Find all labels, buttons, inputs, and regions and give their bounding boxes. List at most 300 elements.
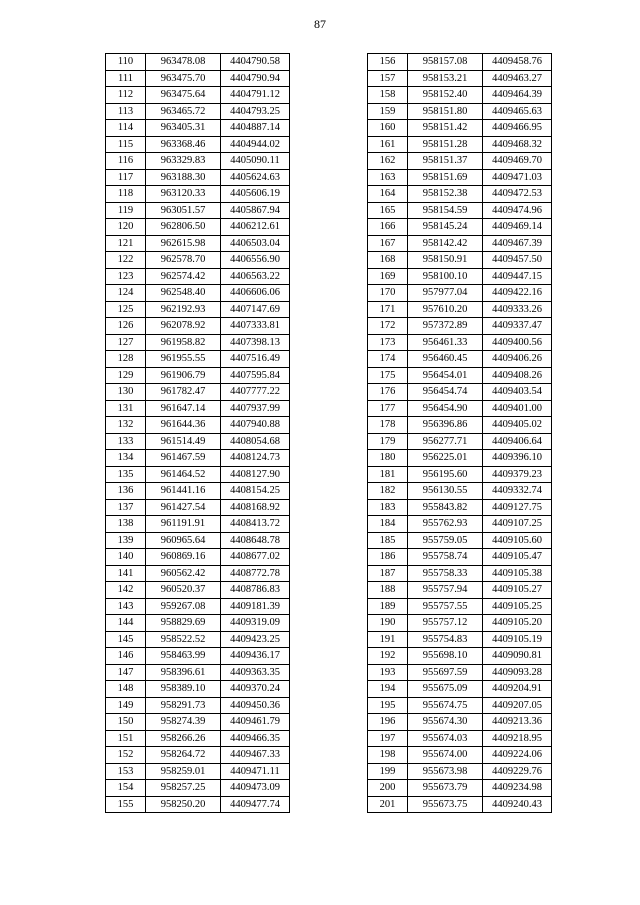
- table-row: [106, 763, 290, 780]
- point-number-cell: 134: [106, 450, 146, 467]
- table-row: [368, 730, 552, 747]
- table-row: [106, 730, 290, 747]
- point-number-cell: 199: [368, 763, 408, 780]
- y-coordinate-cell: 4409458.76: [483, 54, 552, 71]
- x-coordinate-cell: 960869.16: [146, 549, 221, 566]
- table-row: [368, 598, 552, 615]
- page-number: 87: [314, 17, 326, 31]
- y-coordinate-cell: 4409477.74: [221, 796, 290, 813]
- table-row: [368, 565, 552, 582]
- point-number-cell: 198: [368, 747, 408, 764]
- x-coordinate-cell: 963475.64: [146, 87, 221, 104]
- y-coordinate-cell: 4409474.96: [483, 202, 552, 219]
- point-number-cell: 189: [368, 598, 408, 615]
- table-row: [368, 664, 552, 681]
- y-coordinate-cell: 4406556.90: [221, 252, 290, 269]
- table-row: [106, 252, 290, 269]
- y-coordinate-cell: 4409401.00: [483, 400, 552, 417]
- x-coordinate-cell: 963051.57: [146, 202, 221, 219]
- table-row: [106, 120, 290, 137]
- x-coordinate-cell: 955673.98: [408, 763, 483, 780]
- table-row: [106, 367, 290, 384]
- x-coordinate-cell: 960562.42: [146, 565, 221, 582]
- x-coordinate-cell: 958291.73: [146, 697, 221, 714]
- x-coordinate-cell: 958153.21: [408, 70, 483, 87]
- table-row: [368, 318, 552, 335]
- x-coordinate-cell: 955758.33: [408, 565, 483, 582]
- x-coordinate-cell: 956461.33: [408, 334, 483, 351]
- y-coordinate-cell: 4405867.94: [221, 202, 290, 219]
- table-row: [106, 565, 290, 582]
- point-number-cell: 149: [106, 697, 146, 714]
- y-coordinate-cell: 4409181.39: [221, 598, 290, 615]
- y-coordinate-cell: 4409403.54: [483, 384, 552, 401]
- x-coordinate-cell: 961647.14: [146, 400, 221, 417]
- x-coordinate-cell: 955758.74: [408, 549, 483, 566]
- y-coordinate-cell: 4409107.25: [483, 516, 552, 533]
- point-number-cell: 144: [106, 615, 146, 632]
- y-coordinate-cell: 4407333.81: [221, 318, 290, 335]
- y-coordinate-cell: 4409105.20: [483, 615, 552, 632]
- table-row: [368, 334, 552, 351]
- x-coordinate-cell: 958463.99: [146, 648, 221, 665]
- y-coordinate-cell: 4409408.26: [483, 367, 552, 384]
- table-row: [368, 450, 552, 467]
- x-coordinate-cell: 958266.26: [146, 730, 221, 747]
- x-coordinate-cell: 955697.59: [408, 664, 483, 681]
- y-coordinate-cell: 4409207.05: [483, 697, 552, 714]
- point-number-cell: 110: [106, 54, 146, 71]
- y-coordinate-cell: 4404790.94: [221, 70, 290, 87]
- point-number-cell: 139: [106, 532, 146, 549]
- coordinates-table-left: [105, 53, 290, 813]
- table-row: [368, 796, 552, 813]
- table-row: [106, 582, 290, 599]
- table-row: [106, 483, 290, 500]
- table-row: [106, 466, 290, 483]
- y-coordinate-cell: 4409332.74: [483, 483, 552, 500]
- y-coordinate-cell: 4409105.60: [483, 532, 552, 549]
- x-coordinate-cell: 956396.86: [408, 417, 483, 434]
- x-coordinate-cell: 961958.82: [146, 334, 221, 351]
- point-number-cell: 152: [106, 747, 146, 764]
- table-row: [368, 466, 552, 483]
- table-row: [368, 747, 552, 764]
- x-coordinate-cell: 958257.25: [146, 780, 221, 797]
- y-coordinate-cell: 4409406.64: [483, 433, 552, 450]
- table-row: [368, 516, 552, 533]
- x-coordinate-cell: 957977.04: [408, 285, 483, 302]
- point-number-cell: 170: [368, 285, 408, 302]
- table-row: [368, 433, 552, 450]
- x-coordinate-cell: 963465.72: [146, 103, 221, 120]
- point-number-cell: 160: [368, 120, 408, 137]
- x-coordinate-cell: 963329.83: [146, 153, 221, 170]
- table-row: [106, 400, 290, 417]
- table-row: [368, 499, 552, 516]
- y-coordinate-cell: 4409423.25: [221, 631, 290, 648]
- table-row: [106, 384, 290, 401]
- y-coordinate-cell: 4409472.53: [483, 186, 552, 203]
- x-coordinate-cell: 960965.64: [146, 532, 221, 549]
- y-coordinate-cell: 4409105.19: [483, 631, 552, 648]
- y-coordinate-cell: 4408772.78: [221, 565, 290, 582]
- x-coordinate-cell: 958152.40: [408, 87, 483, 104]
- point-number-cell: 135: [106, 466, 146, 483]
- y-coordinate-cell: 4408168.92: [221, 499, 290, 516]
- table-row: [106, 70, 290, 87]
- x-coordinate-cell: 958259.01: [146, 763, 221, 780]
- table-row: [368, 120, 552, 137]
- x-coordinate-cell: 961427.54: [146, 499, 221, 516]
- y-coordinate-cell: 4409234.98: [483, 780, 552, 797]
- table-row: [368, 219, 552, 236]
- table-row: [368, 186, 552, 203]
- y-coordinate-cell: 4408054.68: [221, 433, 290, 450]
- y-coordinate-cell: 4409204.91: [483, 681, 552, 698]
- point-number-cell: 161: [368, 136, 408, 153]
- table-row: [106, 433, 290, 450]
- table-row: [106, 103, 290, 120]
- x-coordinate-cell: 959267.08: [146, 598, 221, 615]
- x-coordinate-cell: 957372.89: [408, 318, 483, 335]
- table-row: [106, 202, 290, 219]
- y-coordinate-cell: 4409467.33: [221, 747, 290, 764]
- table-row: [106, 318, 290, 335]
- x-coordinate-cell: 955762.93: [408, 516, 483, 533]
- y-coordinate-cell: 4407937.99: [221, 400, 290, 417]
- y-coordinate-cell: 4409400.56: [483, 334, 552, 351]
- point-number-cell: 147: [106, 664, 146, 681]
- y-coordinate-cell: 4409229.76: [483, 763, 552, 780]
- y-coordinate-cell: 4409218.95: [483, 730, 552, 747]
- point-number-cell: 142: [106, 582, 146, 599]
- x-coordinate-cell: 961464.52: [146, 466, 221, 483]
- y-coordinate-cell: 4409379.23: [483, 466, 552, 483]
- point-number-cell: 180: [368, 450, 408, 467]
- point-number-cell: 141: [106, 565, 146, 582]
- x-coordinate-cell: 961191.91: [146, 516, 221, 533]
- point-number-cell: 111: [106, 70, 146, 87]
- point-number-cell: 188: [368, 582, 408, 599]
- point-number-cell: 192: [368, 648, 408, 665]
- table-row: [106, 136, 290, 153]
- x-coordinate-cell: 956454.01: [408, 367, 483, 384]
- x-coordinate-cell: 962192.93: [146, 301, 221, 318]
- x-coordinate-cell: 957610.20: [408, 301, 483, 318]
- table-row: [106, 664, 290, 681]
- x-coordinate-cell: 956277.71: [408, 433, 483, 450]
- y-coordinate-cell: 4408124.73: [221, 450, 290, 467]
- x-coordinate-cell: 958151.37: [408, 153, 483, 170]
- point-number-cell: 145: [106, 631, 146, 648]
- point-number-cell: 166: [368, 219, 408, 236]
- table-row: [368, 714, 552, 731]
- x-coordinate-cell: 960520.37: [146, 582, 221, 599]
- y-coordinate-cell: 4408127.90: [221, 466, 290, 483]
- x-coordinate-cell: 963475.70: [146, 70, 221, 87]
- y-coordinate-cell: 4407516.49: [221, 351, 290, 368]
- x-coordinate-cell: 962574.42: [146, 268, 221, 285]
- x-coordinate-cell: 956195.60: [408, 466, 483, 483]
- point-number-cell: 116: [106, 153, 146, 170]
- x-coordinate-cell: 955674.03: [408, 730, 483, 747]
- table-row: [368, 417, 552, 434]
- table-row: [106, 631, 290, 648]
- x-coordinate-cell: 961906.79: [146, 367, 221, 384]
- y-coordinate-cell: 4409337.47: [483, 318, 552, 335]
- point-number-cell: 190: [368, 615, 408, 632]
- table-row: [106, 747, 290, 764]
- point-number-cell: 181: [368, 466, 408, 483]
- x-coordinate-cell: 958274.39: [146, 714, 221, 731]
- point-number-cell: 176: [368, 384, 408, 401]
- y-coordinate-cell: 4405624.63: [221, 169, 290, 186]
- point-number-cell: 131: [106, 400, 146, 417]
- point-number-cell: 187: [368, 565, 408, 582]
- table-row: [106, 301, 290, 318]
- table-row: [368, 631, 552, 648]
- point-number-cell: 154: [106, 780, 146, 797]
- x-coordinate-cell: 955759.05: [408, 532, 483, 549]
- y-coordinate-cell: 4409090.81: [483, 648, 552, 665]
- table-row: [368, 367, 552, 384]
- table-row: [106, 780, 290, 797]
- x-coordinate-cell: 958142.42: [408, 235, 483, 252]
- table-row: [368, 648, 552, 665]
- table-row: [368, 532, 552, 549]
- table-row: [106, 615, 290, 632]
- x-coordinate-cell: 955674.30: [408, 714, 483, 731]
- point-number-cell: 197: [368, 730, 408, 747]
- y-coordinate-cell: 4409465.63: [483, 103, 552, 120]
- point-number-cell: 173: [368, 334, 408, 351]
- y-coordinate-cell: 4409105.25: [483, 598, 552, 615]
- point-number-cell: 125: [106, 301, 146, 318]
- y-coordinate-cell: 4404887.14: [221, 120, 290, 137]
- point-number-cell: 159: [368, 103, 408, 120]
- x-coordinate-cell: 962078.92: [146, 318, 221, 335]
- table-row: [106, 334, 290, 351]
- table-row: [106, 450, 290, 467]
- x-coordinate-cell: 961955.55: [146, 351, 221, 368]
- x-coordinate-cell: 955843.82: [408, 499, 483, 516]
- x-coordinate-cell: 963405.31: [146, 120, 221, 137]
- point-number-cell: 151: [106, 730, 146, 747]
- x-coordinate-cell: 963478.08: [146, 54, 221, 71]
- y-coordinate-cell: 4407777.22: [221, 384, 290, 401]
- point-number-cell: 119: [106, 202, 146, 219]
- x-coordinate-cell: 955674.75: [408, 697, 483, 714]
- point-number-cell: 126: [106, 318, 146, 335]
- table-row: [368, 351, 552, 368]
- y-coordinate-cell: 4409333.26: [483, 301, 552, 318]
- x-coordinate-cell: 955675.09: [408, 681, 483, 698]
- x-coordinate-cell: 961644.36: [146, 417, 221, 434]
- table-row: [106, 54, 290, 71]
- y-coordinate-cell: 4404944.02: [221, 136, 290, 153]
- point-number-cell: 113: [106, 103, 146, 120]
- point-number-cell: 193: [368, 664, 408, 681]
- point-number-cell: 196: [368, 714, 408, 731]
- y-coordinate-cell: 4404791.12: [221, 87, 290, 104]
- y-coordinate-cell: 4409469.14: [483, 219, 552, 236]
- y-coordinate-cell: 4409105.38: [483, 565, 552, 582]
- y-coordinate-cell: 4409224.06: [483, 747, 552, 764]
- y-coordinate-cell: 4409363.35: [221, 664, 290, 681]
- point-number-cell: 184: [368, 516, 408, 533]
- x-coordinate-cell: 961467.59: [146, 450, 221, 467]
- table-row: [368, 268, 552, 285]
- table-row: [106, 351, 290, 368]
- y-coordinate-cell: 4408413.72: [221, 516, 290, 533]
- point-number-cell: 191: [368, 631, 408, 648]
- point-number-cell: 148: [106, 681, 146, 698]
- point-number-cell: 138: [106, 516, 146, 533]
- table-row: [368, 763, 552, 780]
- table-row: [106, 87, 290, 104]
- x-coordinate-cell: 961441.16: [146, 483, 221, 500]
- x-coordinate-cell: 958154.59: [408, 202, 483, 219]
- table-row: [106, 235, 290, 252]
- point-number-cell: 201: [368, 796, 408, 813]
- point-number-cell: 178: [368, 417, 408, 434]
- table-row: [106, 549, 290, 566]
- y-coordinate-cell: 4404793.25: [221, 103, 290, 120]
- point-number-cell: 167: [368, 235, 408, 252]
- table-row: [368, 285, 552, 302]
- point-number-cell: 169: [368, 268, 408, 285]
- table-row: [106, 499, 290, 516]
- point-number-cell: 130: [106, 384, 146, 401]
- point-number-cell: 164: [368, 186, 408, 203]
- x-coordinate-cell: 962615.98: [146, 235, 221, 252]
- table-row: [106, 648, 290, 665]
- y-coordinate-cell: 4404790.58: [221, 54, 290, 71]
- table-row: [368, 615, 552, 632]
- x-coordinate-cell: 958151.80: [408, 103, 483, 120]
- point-number-cell: 118: [106, 186, 146, 203]
- point-number-cell: 168: [368, 252, 408, 269]
- x-coordinate-cell: 955674.00: [408, 747, 483, 764]
- table-row: [368, 103, 552, 120]
- point-number-cell: 117: [106, 169, 146, 186]
- y-coordinate-cell: 4409471.03: [483, 169, 552, 186]
- y-coordinate-cell: 4409370.24: [221, 681, 290, 698]
- x-coordinate-cell: 955757.94: [408, 582, 483, 599]
- y-coordinate-cell: 4408154.25: [221, 483, 290, 500]
- table-row: [106, 714, 290, 731]
- table-row: [106, 153, 290, 170]
- table-row: [368, 582, 552, 599]
- y-coordinate-cell: 4409450.36: [221, 697, 290, 714]
- point-number-cell: 171: [368, 301, 408, 318]
- table-row: [106, 285, 290, 302]
- x-coordinate-cell: 961782.47: [146, 384, 221, 401]
- table-row: [368, 235, 552, 252]
- point-number-cell: 133: [106, 433, 146, 450]
- table-row: [368, 549, 552, 566]
- point-number-cell: 183: [368, 499, 408, 516]
- table-row: [106, 186, 290, 203]
- y-coordinate-cell: 4407940.88: [221, 417, 290, 434]
- table-row: [368, 697, 552, 714]
- y-coordinate-cell: 4409105.47: [483, 549, 552, 566]
- table-row: [368, 301, 552, 318]
- x-coordinate-cell: 956225.01: [408, 450, 483, 467]
- point-number-cell: 195: [368, 697, 408, 714]
- y-coordinate-cell: 4409422.16: [483, 285, 552, 302]
- y-coordinate-cell: 4409213.36: [483, 714, 552, 731]
- point-number-cell: 129: [106, 367, 146, 384]
- y-coordinate-cell: 4409466.95: [483, 120, 552, 137]
- point-number-cell: 163: [368, 169, 408, 186]
- point-number-cell: 158: [368, 87, 408, 104]
- y-coordinate-cell: 4409396.10: [483, 450, 552, 467]
- y-coordinate-cell: 4406503.04: [221, 235, 290, 252]
- x-coordinate-cell: 958250.20: [146, 796, 221, 813]
- table-row: [106, 219, 290, 236]
- point-number-cell: 146: [106, 648, 146, 665]
- y-coordinate-cell: 4409436.17: [221, 648, 290, 665]
- y-coordinate-cell: 4408648.78: [221, 532, 290, 549]
- point-number-cell: 179: [368, 433, 408, 450]
- point-number-cell: 162: [368, 153, 408, 170]
- x-coordinate-cell: 958157.08: [408, 54, 483, 71]
- table-row: [368, 54, 552, 71]
- table-row: [368, 136, 552, 153]
- point-number-cell: 153: [106, 763, 146, 780]
- point-number-cell: 194: [368, 681, 408, 698]
- point-number-cell: 121: [106, 235, 146, 252]
- x-coordinate-cell: 956454.74: [408, 384, 483, 401]
- y-coordinate-cell: 4407595.84: [221, 367, 290, 384]
- y-coordinate-cell: 4405090.11: [221, 153, 290, 170]
- table-row: [106, 796, 290, 813]
- x-coordinate-cell: 956460.45: [408, 351, 483, 368]
- y-coordinate-cell: 4406606.06: [221, 285, 290, 302]
- point-number-cell: 150: [106, 714, 146, 731]
- y-coordinate-cell: 4409467.39: [483, 235, 552, 252]
- x-coordinate-cell: 955754.83: [408, 631, 483, 648]
- y-coordinate-cell: 4409469.70: [483, 153, 552, 170]
- y-coordinate-cell: 4408786.83: [221, 582, 290, 599]
- x-coordinate-cell: 958151.42: [408, 120, 483, 137]
- y-coordinate-cell: 4409319.09: [221, 615, 290, 632]
- y-coordinate-cell: 4407398.13: [221, 334, 290, 351]
- x-coordinate-cell: 955673.79: [408, 780, 483, 797]
- x-coordinate-cell: 958522.52: [146, 631, 221, 648]
- x-coordinate-cell: 958151.69: [408, 169, 483, 186]
- y-coordinate-cell: 4409105.27: [483, 582, 552, 599]
- coordinates-table-right: [367, 53, 552, 813]
- point-number-cell: 114: [106, 120, 146, 137]
- point-number-cell: 185: [368, 532, 408, 549]
- y-coordinate-cell: 4407147.69: [221, 301, 290, 318]
- x-coordinate-cell: 963120.33: [146, 186, 221, 203]
- table-row: [368, 252, 552, 269]
- x-coordinate-cell: 955757.12: [408, 615, 483, 632]
- y-coordinate-cell: 4408677.02: [221, 549, 290, 566]
- table-row: [106, 169, 290, 186]
- x-coordinate-cell: 958150.91: [408, 252, 483, 269]
- y-coordinate-cell: 4409473.09: [221, 780, 290, 797]
- x-coordinate-cell: 956130.55: [408, 483, 483, 500]
- table-row: [368, 483, 552, 500]
- y-coordinate-cell: 4409405.02: [483, 417, 552, 434]
- y-coordinate-cell: 4409447.15: [483, 268, 552, 285]
- x-coordinate-cell: 962548.40: [146, 285, 221, 302]
